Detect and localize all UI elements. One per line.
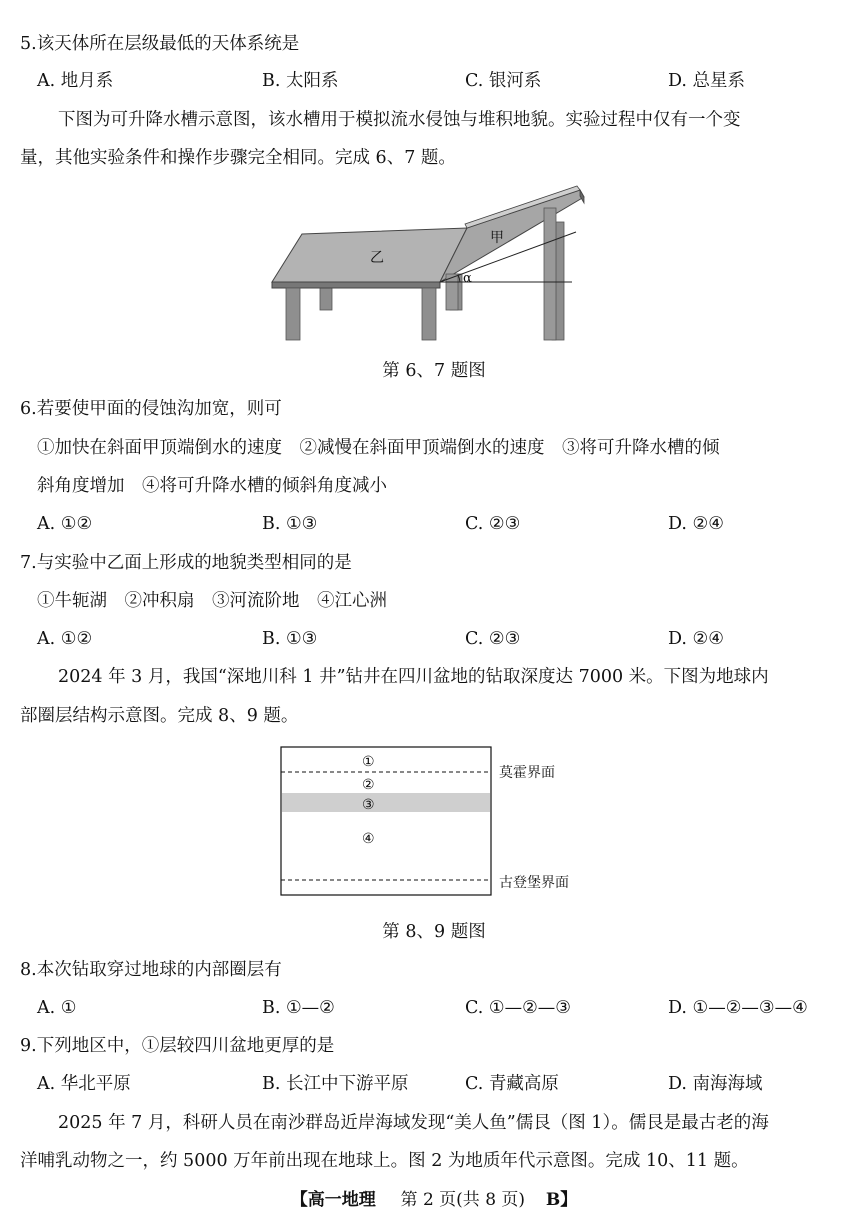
layer-2-label: ② (362, 777, 375, 793)
q7-stem: 7.与实验中乙面上形成的地貌类型相同的是 (20, 553, 352, 573)
q8-option-b: B. ①—② (262, 998, 335, 1018)
label-jia: 甲 (490, 230, 504, 246)
q7-choices: ①牛轭湖 ②冲积扇 ③河流阶地 ④江心洲 (37, 591, 387, 611)
page-footer (0, 1185, 868, 1210)
q5-option-d: D. 总星系 (668, 71, 746, 91)
footer-version: B】 (545, 1190, 578, 1210)
figure2-caption: 第 8、9 题图 (382, 922, 486, 942)
q6-choices-line2: 斜角度增加 ④将可升降水槽的倾斜角度减小 (37, 476, 387, 496)
layer-1-label: ① (362, 754, 375, 770)
q6-option-a: A. ①② (37, 514, 93, 534)
q9-option-d: D. 南海海域 (668, 1074, 763, 1094)
q8-stem: 8.本次钻取穿过地球的内部圈层有 (20, 960, 282, 980)
q6-stem: 6.若要使甲面的侵蚀沟加宽，则可 (20, 399, 282, 419)
passage1-line1: 下图为可升降水槽示意图，该水槽用于模拟流水侵蚀与堆积地貌。实验过程中仅有一个变 (58, 110, 741, 130)
passage3-line2: 洋哺乳动物之一，约 5000 万年前出现在地球上。图 2 为地质年代示意图。完成 10、11 题。 (20, 1151, 749, 1171)
q9-option-b: B. 长江中下游平原 (262, 1074, 409, 1094)
q6-option-b: B. ①③ (262, 514, 318, 534)
footer-subject: 【高一地理 (290, 1190, 376, 1210)
q5-stem: 5.该天体所在层级最低的天体系统是 (20, 34, 300, 54)
q5-option-c: C. 银河系 (465, 71, 542, 91)
q8-option-d: D. ①—②—③—④ (668, 998, 808, 1018)
passage3-line1: 2025 年 7 月，科研人员在南沙群岛近岸海域发现“美人鱼”儒艮（图 1）。儒艮是最古老的海 (58, 1113, 769, 1133)
q6-option-c: C. ②③ (465, 514, 521, 534)
q7-option-b: B. ①③ (262, 629, 318, 649)
figure1-caption: 第 6、7 题图 (382, 361, 486, 381)
earth-layers-figure (280, 746, 610, 898)
q5-option-a: A. 地月系 (37, 71, 114, 91)
label-alpha: α (463, 271, 472, 286)
q8-option-a: A. ① (37, 998, 77, 1018)
passage2-line1: 2024 年 3 月，我国“深地川科 1 井”钻井在四川盆地的钻取深度达 7000 米。下图为地球内 (58, 667, 769, 687)
q6-choices-line1: ①加快在斜面甲顶端倒水的速度 ②减慢在斜面甲顶端倒水的速度 ③将可升降水槽的倾 (37, 438, 720, 458)
passage1-line2: 量，其他实验条件和操作步骤完全相同。完成 6、7 题。 (20, 148, 456, 168)
q5-option-b: B. 太阳系 (262, 71, 339, 91)
gutenberg-label: 古登堡界面 (499, 875, 569, 891)
moho-label: 莫霍界面 (499, 765, 555, 781)
q9-stem: 9.下列地区中，①层较四川盆地更厚的是 (20, 1036, 335, 1056)
q7-option-a: A. ①② (37, 629, 93, 649)
q9-option-c: C. 青藏高原 (465, 1074, 559, 1094)
layer-3-label: ③ (362, 797, 375, 813)
q9-option-a: A. 华北平原 (37, 1074, 131, 1094)
footer-page: 第 2 页(共 8 页) (400, 1190, 526, 1210)
water-tank-figure (262, 182, 592, 348)
label-yi: 乙 (370, 250, 384, 266)
q8-option-c: C. ①—②—③ (465, 998, 571, 1018)
q7-option-d: D. ②④ (668, 629, 724, 649)
q7-option-c: C. ②③ (465, 629, 521, 649)
passage2-line2: 部圈层结构示意图。完成 8、9 题。 (20, 706, 299, 726)
q6-option-d: D. ②④ (668, 514, 724, 534)
layer-4-label: ④ (362, 831, 375, 847)
